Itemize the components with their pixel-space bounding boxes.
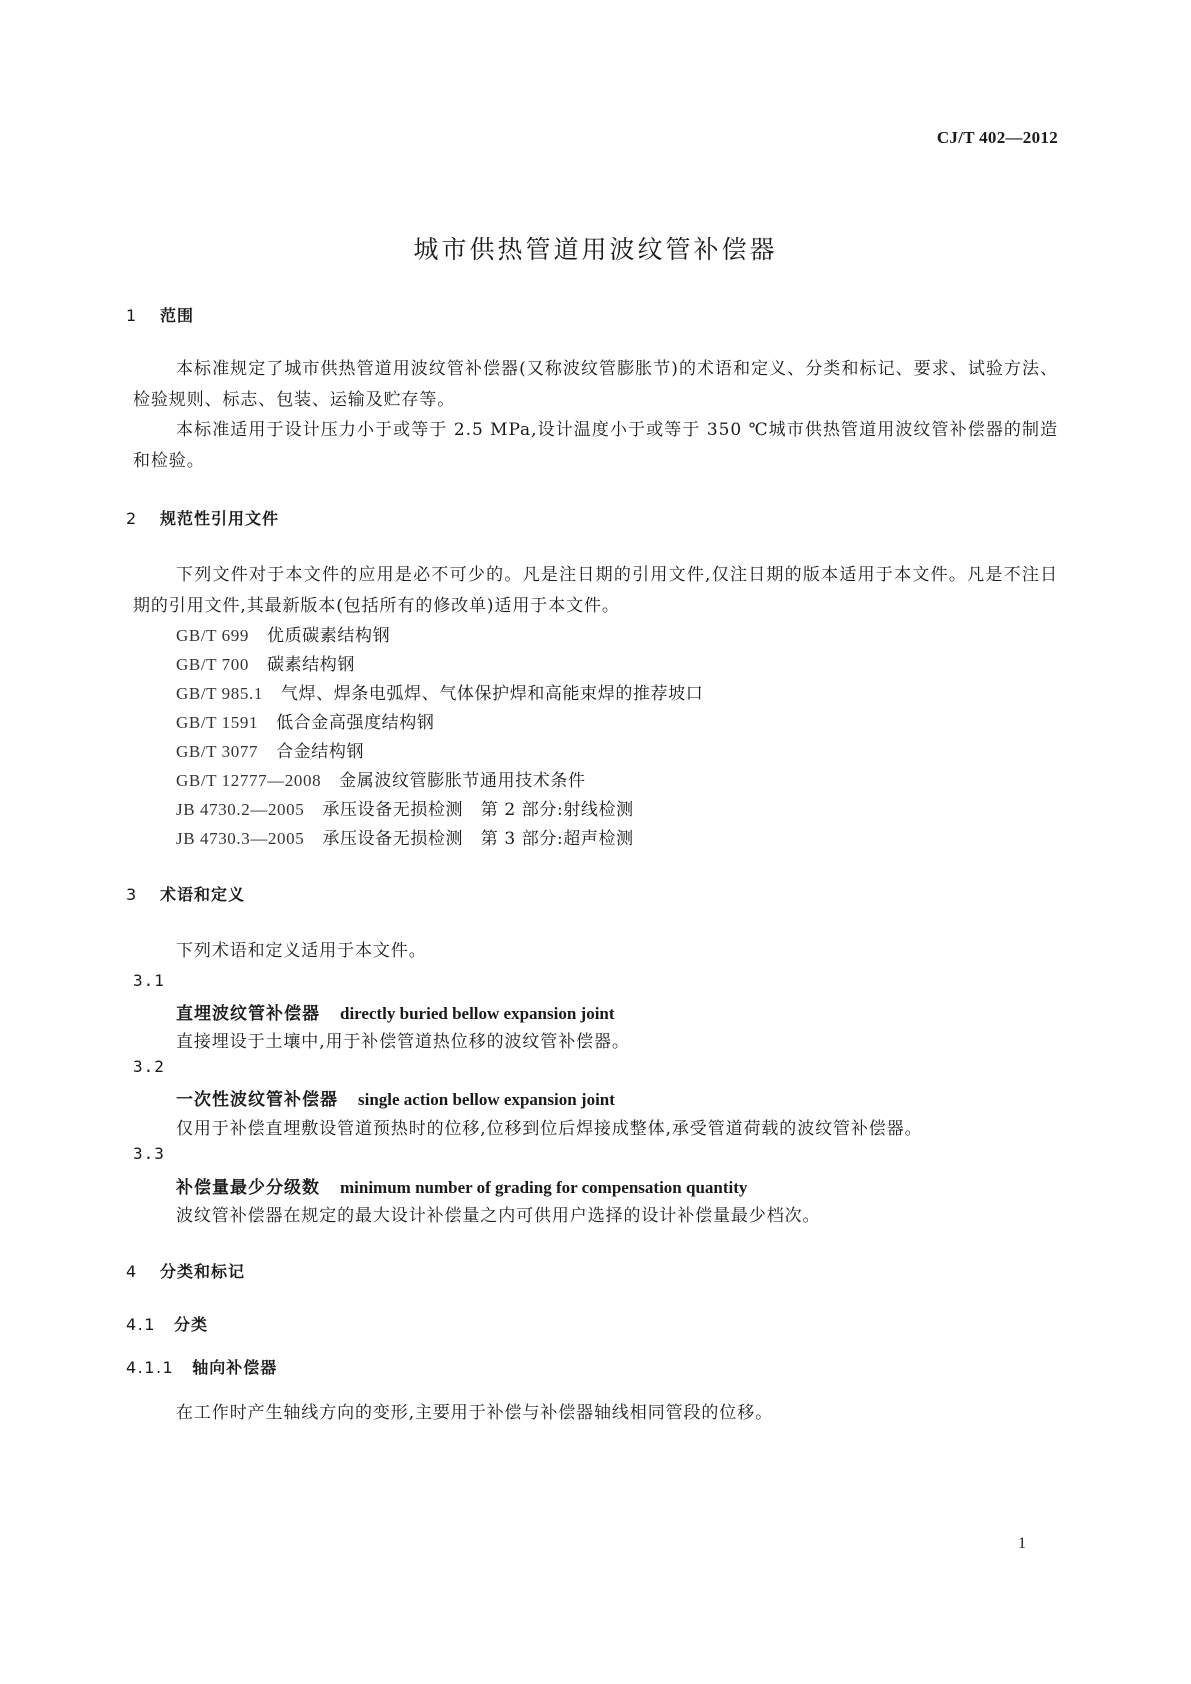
- term-number: 3.3: [133, 1144, 165, 1163]
- section-number: 1: [126, 306, 138, 325]
- reference-item: [176, 766, 586, 791]
- term-definition: 直接埋设于土壤中,用于补偿管道热位移的波纹管补偿器。: [176, 1032, 630, 1052]
- section-4-text: 在工作时产生轴线方向的变形,主要用于补偿与补偿器轴线相同管段的位移。: [176, 1403, 774, 1423]
- section-title: 分类和标记: [160, 1262, 246, 1281]
- section-number: 3: [126, 885, 138, 904]
- subsection-number: 4.1: [126, 1315, 156, 1334]
- reference-title: 承压设备无损检测 第 3 部分:超声检测: [322, 829, 634, 849]
- section-2-intro: 下列文件对于本文件的应用是必不可少的。凡是注日期的引用文件,仅注日期的版本适用于本文件。凡是不注日期的引用文件,其最新版本(包括所有的修改单)适用于本文件。: [133, 565, 1058, 616]
- reference-title: 合金结构钢: [276, 742, 365, 762]
- term-number: 3.1: [133, 971, 165, 990]
- reference-item: [176, 621, 390, 646]
- reference-title: 碳素结构钢: [266, 655, 355, 675]
- term-heading: [176, 999, 615, 1024]
- page-number: 1: [1018, 1535, 1026, 1552]
- section-3-intro: 下列术语和定义适用于本文件。: [176, 941, 427, 961]
- term-heading: [176, 1173, 747, 1198]
- document-title: 城市供热管道用波纹管补偿器: [413, 235, 778, 264]
- section-title: 术语和定义: [160, 885, 246, 904]
- section-number: 2: [126, 509, 138, 528]
- standard-code: CJ/T 402—2012: [936, 128, 1058, 147]
- reference-code: GB/T 1591: [176, 713, 259, 732]
- reference-item: [176, 737, 364, 762]
- reference-code: GB/T 700: [176, 655, 249, 674]
- reference-code: GB/T 12777—2008: [176, 771, 322, 790]
- term-english: minimum number of grading for compensation quantity: [340, 1178, 748, 1197]
- term-english: directly buried bellow expansion joint: [340, 1004, 615, 1023]
- reference-title: 气焊、焊条电弧焊、气体保护焊和高能束焊的推荐坡口: [280, 684, 704, 704]
- section-1-paragraph-1: 本标准规定了城市供热管道用波纹管补偿器(又称波纹管膨胀节)的术语和定义、分类和标记、要求、试验方法、检验规则、标志、包装、运输及贮存等。: [133, 359, 1058, 410]
- subsection-title: 轴向补偿器: [192, 1358, 278, 1377]
- subsection-heading: [126, 1355, 277, 1378]
- term-heading: [176, 1085, 615, 1110]
- reference-item: [176, 824, 634, 849]
- reference-title: 承压设备无损检测 第 2 部分:射线检测: [322, 800, 634, 820]
- section-number: 4: [126, 1262, 138, 1281]
- term-chinese: 一次性波纹管补偿器: [176, 1090, 338, 1110]
- term-chinese: 补偿量最少分级数: [176, 1178, 320, 1198]
- term-chinese: 直埋波纹管补偿器: [176, 1004, 320, 1024]
- reference-title: 低合金高强度结构钢: [276, 713, 435, 733]
- subsection-heading: [126, 1312, 208, 1335]
- section-1-paragraph-2: 本标准适用于设计压力小于或等于 2.5 MPa,设计温度小于或等于 350 ℃城市供热管道用波纹管补偿器的制造和检验。: [133, 420, 1058, 471]
- reference-code: GB/T 699: [176, 626, 249, 645]
- reference-item: [176, 650, 355, 675]
- term-number: 3.2: [133, 1057, 165, 1076]
- reference-code: GB/T 985.1: [176, 684, 263, 703]
- reference-item: [176, 708, 434, 733]
- section-2-heading: [126, 506, 279, 529]
- section-3-heading: [126, 882, 245, 905]
- term-definition: 仅用于补偿直埋敷设管道预热时的位移,位移到位后焊接成整体,承受管道荷载的波纹管补偿器。: [176, 1119, 923, 1139]
- reference-title: 优质碳素结构钢: [266, 626, 391, 646]
- reference-code: JB 4730.3—2005: [176, 829, 305, 848]
- term-english: single action bellow expansion joint: [358, 1090, 615, 1109]
- subsection-number: 4.1.1: [126, 1358, 175, 1377]
- reference-code: GB/T 3077: [176, 742, 259, 761]
- reference-title: 金属波纹管膨胀节通用技术条件: [339, 771, 586, 791]
- term-definition: 波纹管补偿器在规定的最大设计补偿量之内可供用户选择的设计补偿量最少档次。: [176, 1206, 821, 1226]
- reference-item: [176, 795, 634, 820]
- reference-code: JB 4730.2—2005: [176, 800, 305, 819]
- reference-item: [176, 679, 703, 704]
- section-4-heading: [126, 1259, 245, 1282]
- subsection-title: 分类: [173, 1315, 208, 1334]
- section-title: 范围: [160, 306, 195, 325]
- section-title: 规范性引用文件: [160, 509, 280, 528]
- section-1-heading: [126, 303, 194, 326]
